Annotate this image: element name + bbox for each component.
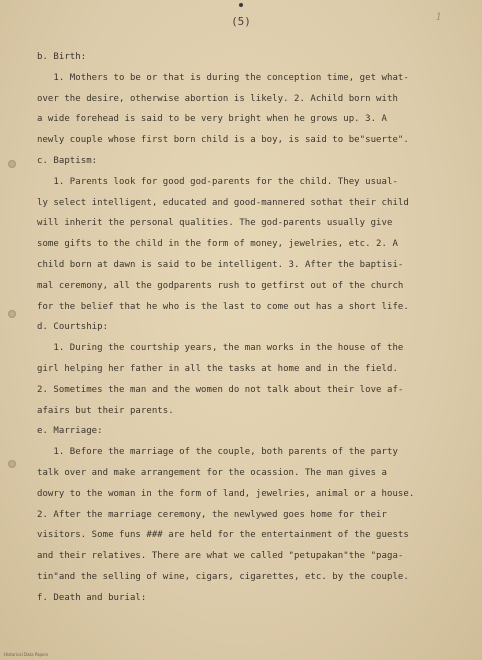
page-number: (5) [231,15,251,28]
text-line: child born at dawn is said to be intelligent. 3. After the baptisi- [37,259,404,270]
text-line: f. Death and burial: [37,592,147,603]
text-line: 1. Mothers to be or that is during the conception time, get what- [37,72,409,83]
text-line: e. Marriage: [37,426,103,437]
text-line: some gifts to the child in the form of money, jewelries, etc. 2. A [37,239,398,250]
text-line: for the belief that he who is the last to come out has a short life. [37,301,409,312]
text-line: and their relatives. There are what we called "petupakan"the "paga- [37,551,404,562]
text-line: visitors. Some funs ### are held for the entertainment of the guests [37,530,409,541]
text-line: 1. During the courtship years, the man works in the house of the [37,343,404,354]
text-line: afairs but their parents. [37,405,174,416]
text-line: d. Courtship: [37,322,109,333]
text-line: mal ceremony, all the godparents rush to getfirst out of the church [37,280,404,291]
document-body [37,47,469,609]
text-line: newly couple whose first born child is a boy, is said to be"suerte". [37,135,409,146]
text-line: c. Baptism: [37,155,98,166]
text-line: talk over and make arrangement for the ocassion. The man gives a [37,467,387,478]
text-line: girl helping her father in all the tasks at home and in the field. [37,363,398,374]
corner-note: 1 [435,12,442,23]
text-line: 2. Sometimes the man and the women do not talk about their love af- [37,384,404,395]
punch-hole [8,160,16,168]
text-line: tin"and the selling of wine, cigars, cigarettes, etc. by the couple. [37,571,409,582]
text-line: over the desire, otherwise abortion is likely. 2. Achild born with [37,93,398,104]
archive-footer: Historical Data Papers [4,652,49,657]
punch-hole [8,310,16,318]
text-line: b. Birth: [37,52,87,62]
text-line: ly select intelligent, educated and good-mannered sothat their child [37,197,409,208]
text-line: 1. Parents look for good god-parents for the child. They usual- [37,176,398,187]
text-line: a wide forehead is said to be very bright when he grows up. 3. A [37,114,387,125]
text-line: 1. Before the marriage of the couple, both parents of the party [37,447,398,458]
text-line: will inherit the personal qualities. The god-parents usually give [37,218,393,229]
text-line: 2. After the marriage ceremony, the newlywed goes home for their [37,509,387,520]
ink-dot [239,3,243,7]
punch-hole [8,460,16,468]
text-line: dowry to the woman in the form of land, jewelries, animal or a house. [37,488,415,499]
